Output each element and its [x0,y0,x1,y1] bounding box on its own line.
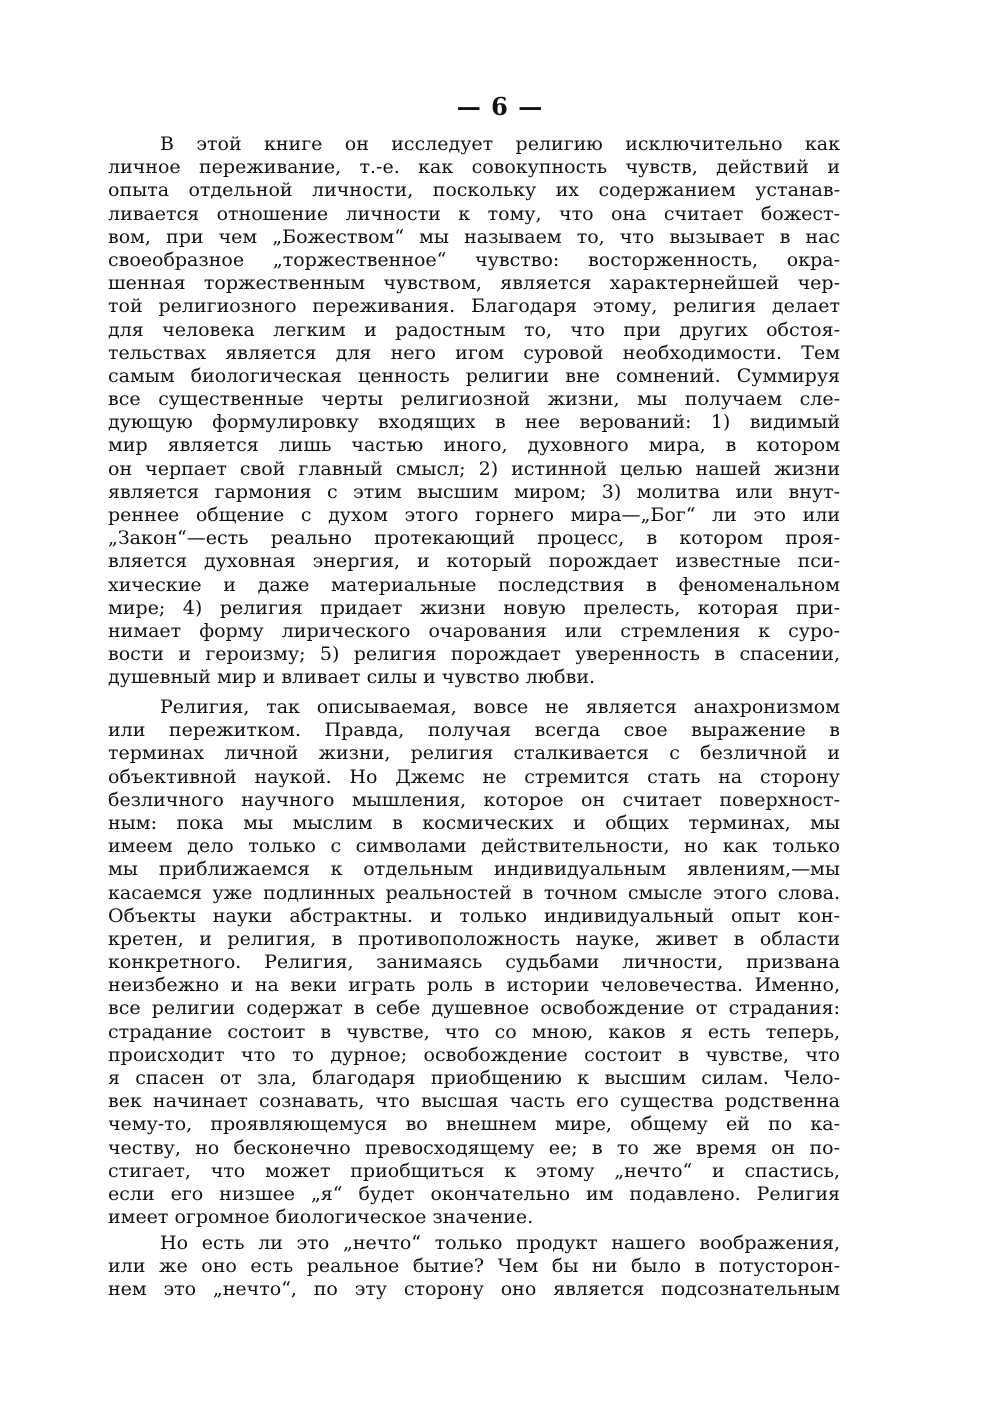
paragraph-1 [108,133,840,690]
text-line: хические и даже материальные последствия в феноменальном [108,573,840,596]
text-line: ливается отношение личности к тому, что она считает божест- [108,202,840,225]
text-line: реннее общение с духом этого горнего мира—„Бог“ ли это или [108,504,840,526]
text-line: неизбежно и на веки играть роль в истории человечества. Именно, [108,974,840,997]
text-line: стигает, что может приобщиться к этому „нечто“ и спастись, [108,1159,840,1182]
text-line: нем это „нечто“, по эту сторону оно является подсознательным [108,1278,840,1301]
text-line: мире; 4) религия придает жизни новую прелесть, которая при- [108,596,840,619]
text-line: ным: пока мы мыслим в космических и общих терминах, мы [108,811,840,834]
text-line: имеет огромное биологическое значение. [108,1206,534,1229]
text-line: самым биологическая ценность религии вне сомнений. Суммируя [108,364,840,387]
text-line: кретен, и религия, в противоположность науке, живет в области [108,927,840,950]
text-line: страдание состоит в чувстве, что со мною, каков я есть теперь, [108,1020,840,1043]
text-line: имеем дело только с символами действительности, но как только [108,835,840,858]
text-line: конкретного. Религия, занимаясь судьбами личности, призвана [108,951,840,974]
text-line: мир является лишь частью иного, духовного мира, в котором [108,434,840,457]
text-line: является гармония с этим высшим миром; 3) молитва или внут- [108,480,840,503]
text-line: вляется духовная энергия, и который порождает известные пси- [108,550,840,573]
text-line: Религия, так описываемая, вовсе не является анахронизмом [160,696,840,718]
text-line: терминах личной жизни, религия сталкивается с безличной и [108,742,840,765]
text-line: он черпает свой главный смысл; 2) истинной целью нашей жизни [108,457,840,480]
text-line: той религиозного переживания. Благодаря этому, религия делает [108,295,840,318]
text-line: вом, при чем „Божеством“ мы называем то, что вызывает в нас [108,225,840,248]
text-line: Объекты науки абстрактны. и только индивидуальный опыт кон- [108,904,840,927]
text-line: или же оно есть реальное бытие? Чем бы ни было в потусторон- [108,1255,840,1278]
text-line: мы приближаемся к отдельным индивидуальным явлениям,—мы [108,858,840,881]
text-line: Но есть ли это „нечто“ только продукт нашего воображения, [160,1232,840,1254]
text-line: опыта отдельной личности, поскольку их содержанием устанав- [108,179,840,202]
text-line: объективной наукой. Но Джемс не стремится стать на сторону [108,765,840,788]
text-line: если его низшее „я“ будет окончательно им подавлено. Религия [108,1182,840,1205]
text-line: век начинает сознавать, что высшая часть его существа родственна [108,1090,840,1113]
text-line: тельствах является для него игом суровой необходимости. Тем [108,341,840,364]
text-line: или пережитком. Правда, получая всегда свое выражение в [108,719,840,742]
text-line: для человека легким и радостным то, что при других обстоя- [108,318,840,341]
text-line: происходит что то дурное; освобождение состоит в чувстве, что [108,1043,840,1066]
text-line: В этой книге он исследует религию исключительно как [160,133,840,155]
page-number: — 6 — [456,92,544,121]
text-line: честву, но бесконечно превосходящему ее; в то же время он по- [108,1136,840,1159]
text-line: шенная торжественным чувством, является характернейшей чер- [108,272,840,295]
text-line: все существенные черты религиозной жизни, мы получаем сле- [108,388,840,411]
text-line: касаемся уже подлинных реальностей в точном смысле этого слова. [108,881,840,904]
text-line: безличного научного мышления, которое он считает поверхност- [108,788,840,811]
text-line: я спасен от зла, благодаря приобщению к высшим силам. Чело- [108,1067,840,1089]
paragraph-2 [108,696,840,1229]
paragraph-3 [108,1232,840,1302]
text-line: душевный мир и вливает силы и чувство любви. [108,666,596,689]
text-line: личное переживание, т.-е. как совокупность чувств, действий и [108,156,840,179]
text-line: вости и героизму; 5) религия порождает уверенность в спасении, [108,643,840,666]
text-line: чему-то, проявляющемуся во внешнем мире, общему ей по ка- [108,1113,840,1136]
text-line: своеобразное „торжественное“ чувство: восторженность, окра- [108,248,840,271]
text-line: дующую формулировку входящих в нее верований: 1) видимый [108,411,840,434]
text-line: „Закон“—есть реально протекающий процесс, в котором проя- [108,527,840,550]
text-line: нимает форму лирического очарования или стремления к суро- [108,619,840,642]
text-line: все религии содержат в себе душевное освобождение от страдания: [108,997,840,1020]
